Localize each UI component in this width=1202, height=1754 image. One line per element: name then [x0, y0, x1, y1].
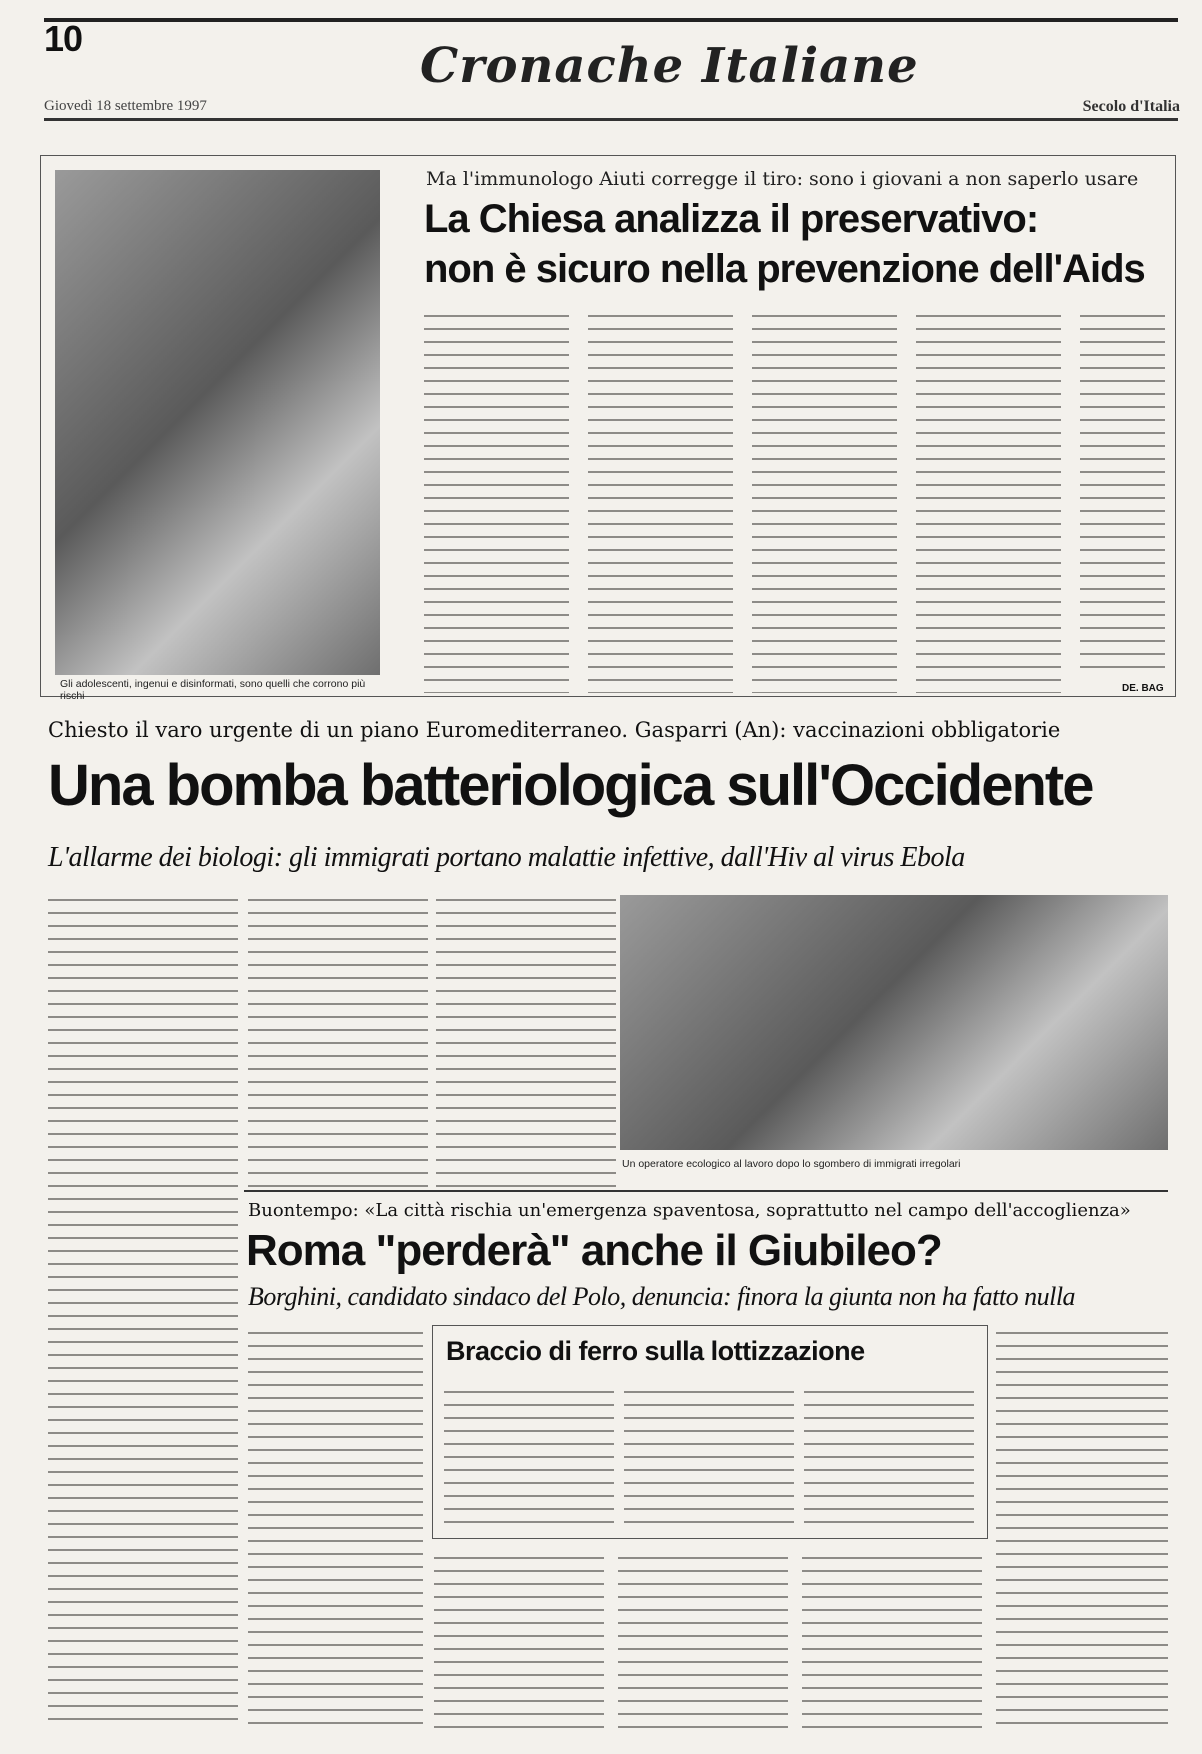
article4-column [624, 1384, 794, 1529]
page-number: 10 [44, 18, 83, 59]
article1-column [424, 308, 569, 693]
article2-deck: L'allarme dei biologi: gli immigrati portano malattie infettive, dall'Hiv al virus Ebola [48, 842, 965, 873]
article3-headline: Roma "perderà" anche il Giubileo? [246, 1226, 942, 1275]
street-cleaning-photo [620, 895, 1168, 1150]
article1-column [916, 308, 1061, 693]
section-rule [244, 1190, 1168, 1192]
article3-column [434, 1550, 604, 1730]
article2-column [436, 892, 616, 1187]
article3-column [802, 1550, 982, 1730]
article4-headline: Braccio di ferro sulla lottizzazione [446, 1336, 865, 1366]
article3-column [618, 1550, 788, 1730]
article2-column [248, 892, 428, 1187]
article1-headline-line1: La Chiesa analizza il preservativo: [424, 197, 1039, 241]
newspaper-name: Secolo d'Italia [1082, 98, 1180, 115]
article2-headline: Una bomba batteriologica sull'Occidente [48, 753, 1093, 818]
article3-column [248, 1325, 423, 1730]
article1-column [588, 308, 733, 693]
article1-column [1080, 308, 1165, 673]
couple-photo [55, 170, 380, 675]
article3-column [996, 1325, 1168, 1730]
article1-signature: DE. BAG [1122, 683, 1164, 694]
top-rule [44, 18, 1178, 22]
article1-headline-line2: non è sicuro nella prevenzione dell'Aids [424, 247, 1145, 291]
article4-column [804, 1384, 974, 1529]
article2-kicker: Chiesto il varo urgente di un piano Euromediterraneo. Gasparri (An): vaccinazioni obbligatorie [48, 718, 1061, 742]
article1-kicker: Ma l'immunologo Aiuti corregge il tiro: sono i giovani a non saperlo usare [426, 168, 1139, 190]
article4-column [444, 1384, 614, 1529]
section-title: Cronache Italiane [420, 38, 919, 94]
article3-kicker: Buontempo: «La città rischia un'emergenza spaventosa, soprattutto nel campo dell'accoglienza» [248, 1200, 1131, 1221]
article1-column [752, 308, 897, 693]
article3-deck: Borghini, candidato sindaco del Polo, denuncia: finora la giunta non ha fatto nulla [248, 1282, 1076, 1311]
couple-photo-caption: Gli adolescenti, ingenui e disinformati, sono quelli che corrono più rischi [60, 678, 366, 702]
street-photo-caption: Un operatore ecologico al lavoro dopo lo sgombero di immigrati irregolari [622, 1158, 961, 1170]
article2-column [48, 892, 238, 1722]
issue-date: Giovedì 18 settembre 1997 [44, 98, 207, 114]
header-rule [44, 118, 1178, 121]
